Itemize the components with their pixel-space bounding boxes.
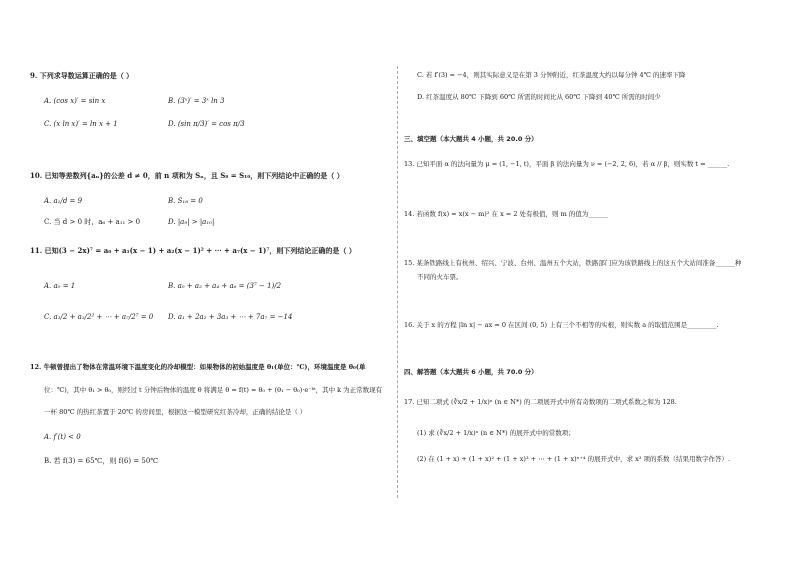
q14-stem: 14. 若函数 f(x) = x(x − m)² 在 x = 2 处有极值，则 m 的值为______ [404, 210, 608, 218]
q11-option-c: C. a₁/2 + a₂/2² + ⋯ + a₇/2⁷ = 0 [44, 313, 154, 321]
q12-option-d: D. 红茶温度从 80℃ 下降到 60℃ 所需的时间比从 60℃ 下降到 40℃ 所需的时间少 [417, 93, 661, 101]
section-answer-title: 四、解答题（本大题共 6 小题，共 70.0 分） [404, 368, 538, 376]
q12-option-c: C. 若 f′(3) = −4，则其实际意义是在第 3 分钟附近，红茶温度大约以每分钟 4℃ 的速率下降 [417, 71, 686, 79]
column-divider [397, 66, 398, 498]
q17-part-2: (2) 在 (1 + x) + (1 + x)² + (1 + x)³ + ⋯ + (1 + x)ⁿ⁺⁴ 的展开式中，求 x² 项的系数（结果用数字作答）. [417, 455, 731, 463]
left-column [30, 0, 390, 562]
q12-option-b: B. 若 f(3) = 65℃，则 f(6) = 50℃ [44, 457, 159, 465]
q11-option-b: B. a₀ + a₂ + a₄ + a₆ = (3⁷ − 1)/2 [168, 282, 282, 290]
q12-line-1: 12. 牛顿曾提出了物体在常温环境下温度变化的冷却模型：如果物体的初始温度是 θ₁(单位：℃)，环境温度是 θ₀(单 [30, 363, 366, 371]
q9-option-c: C. (x ln x)′ = ln x + 1 [44, 120, 118, 128]
q11-option-a: A. a₀ = 1 [44, 282, 76, 290]
q10-option-c: C. 当 d > 0 时，a₆ + a₁₁ > 0 [44, 218, 141, 226]
q10-option-a: A. a₁/d = 9 [44, 197, 83, 205]
right-column [404, 0, 769, 562]
q10-option-b: B. S₁₈ = 0 [168, 197, 203, 205]
q9-option-b: B. (3ˣ)′ = 3ˣ ln 3 [168, 97, 225, 105]
q12-option-a: A. f′(t) < 0 [44, 433, 81, 441]
q16-stem: 16. 关于 x 的方程 |ln x| − ax = 0 在区间 (0, 5) 上有三个不相等的实根，则实数 a 的取值范围是_________. [404, 321, 719, 329]
q11-option-d: D. a₁ + 2a₂ + 3a₃ + ⋯ + 7a₇ = −14 [168, 313, 293, 321]
q13-stem: 13. 已知平面 α 的法向量为 μ = (1, −1, t)，平面 β 的法向量为 ν = (−2, 2, 6)，若 α // β，则实数 t = ______. [404, 160, 730, 168]
section-fill-in-title: 三、填空题（本大题共 4 小题，共 20.0 分） [404, 135, 538, 143]
q10-stem: 10. 已知等差数列{aₙ}的公差 d ≠ 0，前 n 项和为 Sₙ，且 S₈ = S₁₀，则下列结论中正确的是（ ） [30, 171, 344, 180]
q9-stem: 9. 下列求导数运算正确的是（ ） [30, 71, 134, 80]
q12-line-2: 位：℃)，其中 θ₁ > θ₀，则经过 t 分钟后物体的温度 θ 将满足 θ = f(t) = θ₀ + (θ₁ − θ₀)·e⁻ᵏᵗ，其中 k 为正常数现有 [44, 386, 383, 394]
q17-part-1: (1) 求 (∛x/2 + 1/x)ⁿ (n ∈ N*) 的展开式中的常数项； [417, 429, 575, 437]
q9-option-d: D. (sin π/3)′ = cos π/3 [168, 120, 245, 128]
q10-option-d: D. |a₉| > |a₁₀| [168, 218, 215, 226]
q15-line-2: 不同的火车票。 [417, 273, 463, 281]
q17-stem: 17. 已知二项式 (∛x/2 + 1/x)ⁿ (n ∈ N*) 的二项展开式中所有奇数项的二项式系数之和为 128. [404, 398, 677, 406]
q11-stem: 11. 已知(3 − 2x)⁷ = a₀ + a₁(x − 1) + a₂(x − 1)² + ⋯ + a₇(x − 1)⁷，则下列结论正确的是（ ） [30, 246, 356, 255]
q15-line-1: 15. 某条铁路线上有杭州、绍兴、宁波、台州、温州五个大站，铁路部门应为该铁路线上的这五个大站间准备______种 [404, 259, 742, 267]
q12-line-3: 一杯 80℃ 的热红茶置于 20℃ 的房间里，根据这一模型研究红茶冷却，正确的结论是（ ） [44, 408, 307, 416]
q9-option-a: A. (cos x)′ = sin x [44, 97, 106, 105]
